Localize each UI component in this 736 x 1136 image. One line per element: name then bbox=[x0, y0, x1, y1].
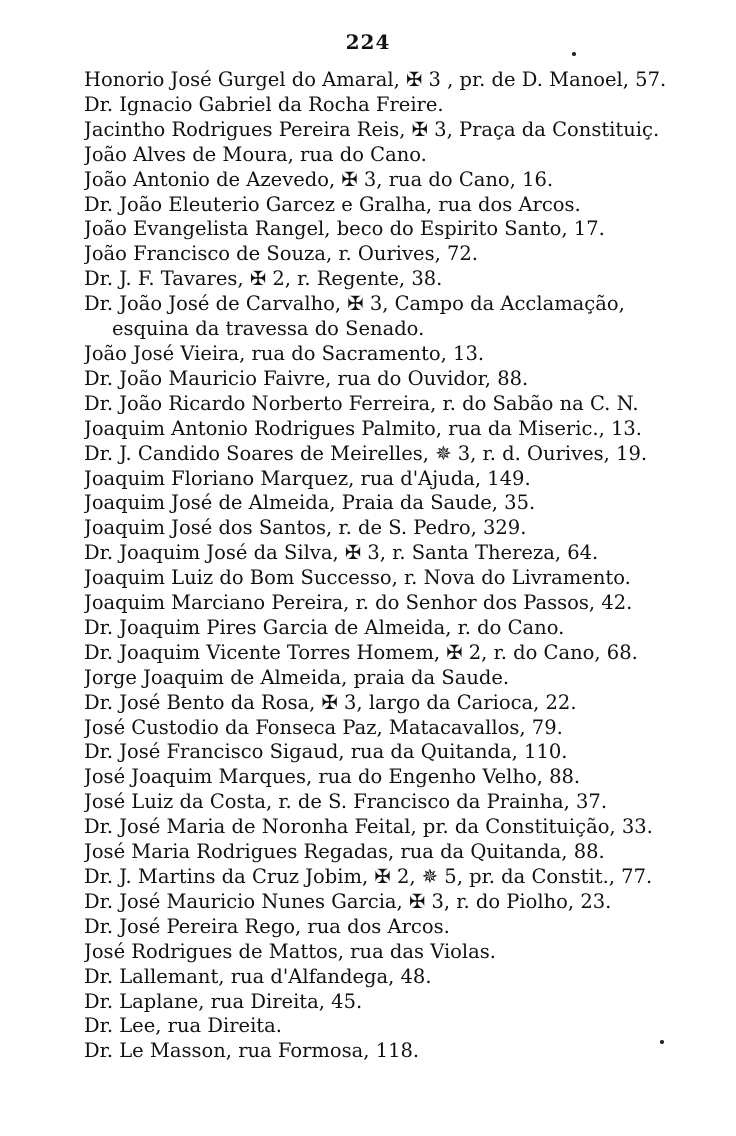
list-item: José Rodrigues de Mattos, rua das Violas. bbox=[84, 939, 496, 963]
list-item: Dr. Joaquim Vicente Torres Homem, ✠ 2, r. do Cano, 68. bbox=[84, 640, 638, 664]
list-item: Jorge Joaquim de Almeida, praia da Saude. bbox=[84, 665, 510, 689]
list-item: Dr. Ignacio Gabriel da Rocha Freire. bbox=[84, 92, 444, 116]
list-item: Joaquim Floriano Marquez, rua d'Ajuda, 149. bbox=[84, 466, 531, 490]
directory-list bbox=[84, 68, 684, 1064]
list-item: Dr. José Francisco Sigaud, rua da Quitanda, 110. bbox=[84, 740, 568, 764]
list-item: João Antonio de Azevedo, ✠ 3, rua do Cano, 16. bbox=[84, 167, 554, 191]
list-item: Dr. Le Masson, rua Formosa, 118. bbox=[84, 1039, 420, 1063]
list-item: Dr. João Mauricio Faivre, rua do Ouvidor, 88. bbox=[84, 366, 529, 390]
list-item: Dr. J. F. Tavares, ✠ 2, r. Regente, 38. bbox=[84, 267, 443, 291]
list-item: Joaquim Antonio Rodrigues Palmito, rua da Miseric., 13. bbox=[84, 416, 643, 440]
list-item-continuation: esquina da travessa do Senado. bbox=[112, 317, 425, 341]
page-number: 224 bbox=[345, 30, 391, 54]
list-item: Dr. Lallemant, rua d'Alfandega, 48. bbox=[84, 964, 432, 988]
list-item: Dr. Laplane, rua Direita, 45. bbox=[84, 989, 363, 1013]
list-item: Dr. João Ricardo Norberto Ferreira, r. do Sabão na C. N. bbox=[84, 391, 639, 415]
list-item: Jacintho Rodrigues Pereira Reis, ✠ 3, Praça da Constituiç. bbox=[84, 117, 660, 141]
list-item: Joaquim Marciano Pereira, r. do Senhor dos Passos, 42. bbox=[84, 591, 633, 615]
list-item: José Maria Rodrigues Regadas, rua da Quitanda, 88. bbox=[84, 840, 605, 864]
list-item: Honorio José Gurgel do Amaral, ✠ 3 , pr. de D. Manoel, 57. bbox=[84, 68, 667, 91]
list-item: Dr. José Bento da Rosa, ✠ 3, largo da Carioca, 22. bbox=[84, 690, 577, 714]
list-item: João José Vieira, rua do Sacramento, 13. bbox=[84, 341, 485, 365]
list-item: João Evangelista Rangel, beco do Espirito Santo, 17. bbox=[84, 217, 605, 241]
list-item: Dr. João Eleuterio Garcez e Gralha, rua dos Arcos. bbox=[84, 192, 581, 216]
list-item: José Custodio da Fonseca Paz, Matacavallos, 79. bbox=[84, 715, 563, 739]
list-item: Dr. José Mauricio Nunes Garcia, ✠ 3, r. do Piolho, 23. bbox=[84, 889, 612, 913]
list-item: Dr. Joaquim Pires Garcia de Almeida, r. do Cano. bbox=[84, 615, 565, 639]
list-item: Joaquim Luiz do Bom Successo, r. Nova do Livramento. bbox=[84, 566, 631, 590]
list-item: José Joaquim Marques, rua do Engenho Velho, 88. bbox=[84, 765, 581, 789]
list-item: Joaquim José de Almeida, Praia da Saude, 35. bbox=[84, 491, 536, 515]
list-item: Dr. João José de Carvalho, ✠ 3, Campo da Acclamação, bbox=[84, 292, 625, 316]
list-item: João Francisco de Souza, r. Ourives, 72. bbox=[84, 242, 479, 266]
list-item: Dr. J. Candido Soares de Meirelles, ✵ 3, r. d. Ourives, 19. bbox=[84, 441, 648, 465]
list-item: João Alves de Moura, rua do Cano. bbox=[84, 142, 427, 166]
list-item: Joaquim José dos Santos, r. de S. Pedro, 329. bbox=[84, 516, 527, 540]
list-item: Dr. Lee, rua Direita. bbox=[84, 1014, 282, 1038]
list-item: Dr. Joaquim José da Silva, ✠ 3, r. Santa Thereza, 64. bbox=[84, 541, 599, 565]
list-item: Dr. J. Martins da Cruz Jobim, ✠ 2, ✵ 5, pr. da Constit., 77. bbox=[84, 865, 653, 888]
list-item: Dr. José Pereira Rego, rua dos Arcos. bbox=[84, 914, 450, 938]
list-item: José Luiz da Costa, r. de S. Francisco da Prainha, 37. bbox=[84, 790, 608, 814]
list-item: Dr. José Maria de Noronha Feital, pr. da Constituição, 33. bbox=[84, 815, 653, 839]
print-speck bbox=[572, 52, 576, 56]
